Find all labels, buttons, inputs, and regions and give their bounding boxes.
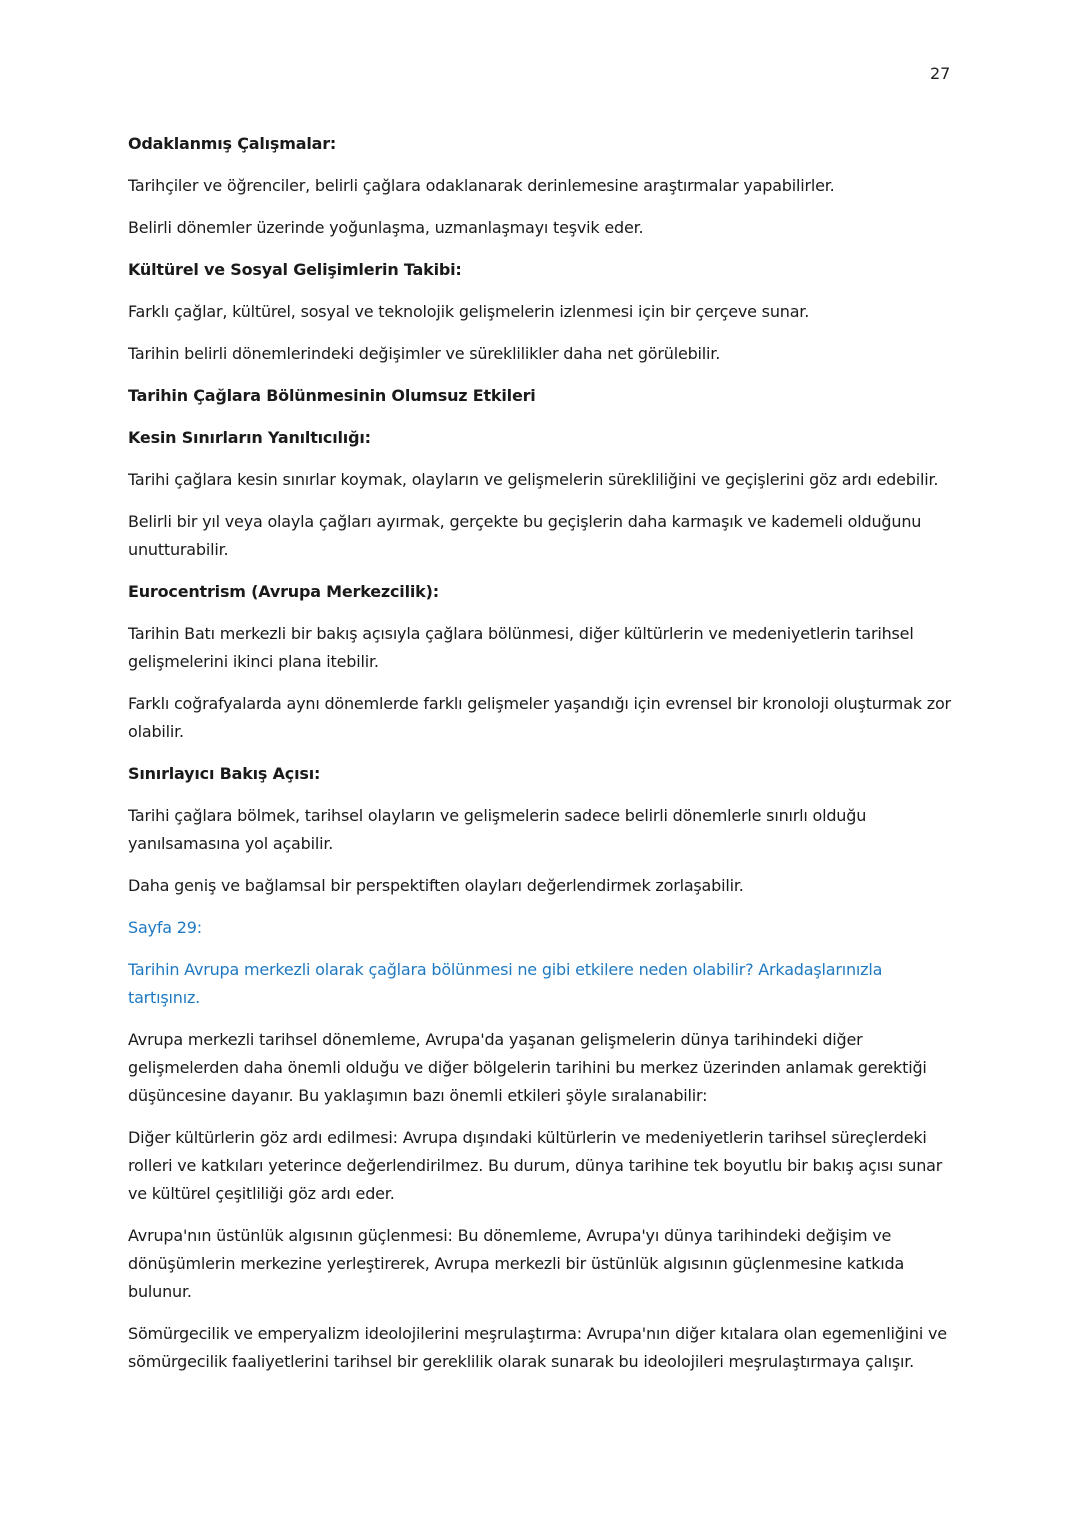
- section-heading-eurocentrism: Eurocentrism (Avrupa Merkezcilik):: [128, 582, 439, 601]
- paragraph: Tarihi çağlara bölmek, tarihsel olayların ve gelişmelerin sadece belirli dönemlerle sınırlı olduğu yanılsamasına yol açabilir.: [128, 806, 867, 853]
- paragraph: Tarihçiler ve öğrenciler, belirli çağlara odaklanarak derinlemesine araştırmalar yapabilirler.: [128, 176, 835, 195]
- paragraph: Belirli dönemler üzerinde yoğunlaşma, uzmanlaşmayı teşvik eder.: [128, 218, 644, 237]
- section-heading-odaklanmis: Odaklanmış Çalışmalar:: [128, 134, 337, 153]
- paragraph: Farklı çağlar, kültürel, sosyal ve teknolojik gelişmelerin izlenmesi için bir çerçeve sunar.: [128, 302, 810, 321]
- section-heading-kulturel: Kültürel ve Sosyal Gelişimlerin Takibi:: [128, 260, 462, 279]
- document-body: [128, 130, 958, 1390]
- paragraph: Avrupa'nın üstünlük algısının güçlenmesi: Bu dönemleme, Avrupa'yı dünya tarihindeki değişim ve dönüşümlerin merkezine yerleştirerek, Avrupa merkezli bir üstünlük algısının güçlenmesine katkıda bulunur.: [128, 1226, 905, 1301]
- paragraph: Tarihin belirli dönemlerindeki değişimler ve süreklilikler daha net görülebilir.: [128, 344, 721, 363]
- section-heading-sinirlayici: Sınırlayıcı Bakış Açısı:: [128, 764, 321, 783]
- discussion-question: Tarihin Avrupa merkezli olarak çağlara bölünmesi ne gibi etkilere neden olabilir? Arkadaşlarınızla tartışınız.: [128, 960, 883, 1007]
- page-reference-label: Sayfa 29:: [128, 918, 202, 937]
- paragraph: Tarihi çağlara kesin sınırlar koymak, olayların ve gelişmelerin sürekliliğini ve geçişlerini göz ardı edebilir.: [128, 470, 939, 489]
- paragraph: Farklı coğrafyalarda aynı dönemlerde farklı gelişmeler yaşandığı için evrensel bir kronoloji oluşturmak zor olabilir.: [128, 694, 951, 741]
- paragraph: Diğer kültürlerin göz ardı edilmesi: Avrupa dışındaki kültürlerin ve medeniyetlerin tarihsel süreçlerdeki rolleri ve katkıları yeterince değerlendirilmez. Bu durum, dünya tarihine tek boyutlu bir bakış açısı sunar ve kültürel çeşitliliği göz ardı eder.: [128, 1128, 943, 1203]
- paragraph: Belirli bir yıl veya olayla çağları ayırmak, gerçekte bu geçişlerin daha karmaşık ve kademeli olduğunu unutturabilir.: [128, 512, 922, 559]
- paragraph: Avrupa merkezli tarihsel dönemleme, Avrupa'da yaşanan gelişmelerin dünya tarihindeki diğer gelişmelerden daha önemli olduğu ve diğer bölgelerin tarihini bu merkez üzerinden anlamak gerektiği düşüncesine dayanır. Bu yaklaşımın bazı önemli etkileri şöyle sıralanabilir:: [128, 1030, 927, 1105]
- section-heading-olumsuz-etkiler: Tarihin Çağlara Bölünmesinin Olumsuz Etkileri: [128, 386, 536, 405]
- section-heading-kesin-sinirlar: Kesin Sınırların Yanıltıcılığı:: [128, 428, 371, 447]
- paragraph: Tarihin Batı merkezli bir bakış açısıyla çağlara bölünmesi, diğer kültürlerin ve medeniyetlerin tarihsel gelişmelerini ikinci plana itebilir.: [128, 624, 914, 671]
- paragraph: Daha geniş ve bağlamsal bir perspektiften olayları değerlendirmek zorlaşabilir.: [128, 876, 744, 895]
- page-number: 27: [930, 64, 951, 83]
- paragraph: Sömürgecilik ve emperyalizm ideolojilerini meşrulaştırma: Avrupa'nın diğer kıtalara olan egemenliğini ve sömürgecilik faaliyetlerini tarihsel bir gereklilik olarak sunarak bu ideolojileri meşrulaştırmaya çalışır.: [128, 1324, 947, 1371]
